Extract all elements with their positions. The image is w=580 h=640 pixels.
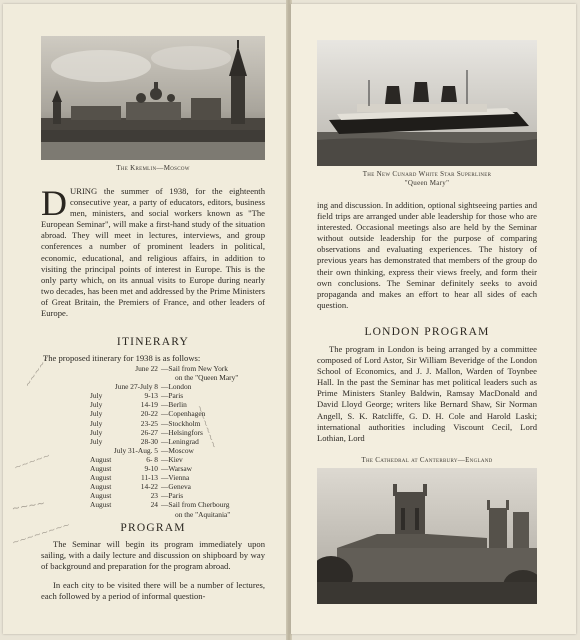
itinerary-row (90, 428, 280, 437)
itinerary-days: 24 (150, 500, 158, 510)
itinerary-destination: —Kiev (161, 454, 183, 464)
itinerary-days: 20-22 (140, 409, 158, 419)
itinerary-row (90, 400, 280, 409)
itinerary-destination: —Paris (161, 491, 184, 501)
itinerary-row (90, 482, 280, 491)
program-paragraph-2: In each city to be visited there will be a number of lectures, each followed by a period of informal question- (41, 580, 265, 602)
itinerary-row (90, 382, 280, 391)
itinerary-month: August (90, 454, 112, 464)
program-paragraph-1: The Seminar will begin its program immediately upon sailing, with a daily lecture and discussion on shipboard by way of background and preparation for the program abroad. (41, 539, 265, 572)
itinerary-destination: —Leningrad (161, 436, 199, 446)
itinerary-days: 9-13 (144, 391, 158, 401)
itinerary-days (122, 510, 161, 519)
itinerary-row (90, 446, 280, 455)
itinerary-destination: on the "Queen Mary" (175, 373, 239, 383)
itinerary-month: August (90, 491, 112, 501)
pencil-annotation: ~~~~ (11, 498, 46, 515)
itinerary-month: August (90, 473, 112, 483)
queen-mary-photo (317, 40, 537, 166)
itinerary-destination: —Paris (161, 391, 184, 401)
itinerary-destination: on the "Aquitania" (175, 509, 231, 519)
itinerary-days (122, 373, 161, 382)
pencil-annotation: ~~~~~~ (193, 404, 219, 450)
queen-mary-caption-2: "Queen Mary" (404, 179, 450, 187)
itinerary-heading: ITINERARY (116, 336, 190, 348)
itinerary-month (90, 510, 122, 519)
dropcap: D (41, 183, 67, 223)
itinerary-days: 9-10 (144, 464, 158, 474)
itinerary-row (90, 491, 280, 500)
itinerary-days: 14-22 (140, 482, 158, 492)
itinerary-row (90, 437, 280, 446)
itinerary-month: August (90, 482, 112, 492)
itinerary-destination: —Berlin (161, 400, 187, 410)
itinerary-row (90, 464, 280, 473)
pencil-annotation: ~~~~~ (23, 353, 53, 390)
itinerary-row (90, 391, 280, 400)
itinerary-destination: —Sail from Cherbourg (161, 500, 230, 510)
itinerary-row (90, 473, 280, 482)
itinerary-destination: —Geneva (161, 482, 191, 492)
itinerary-days: 26-27 (140, 427, 158, 437)
itinerary-days: 11-13 (141, 473, 158, 483)
itinerary-row (90, 419, 280, 428)
itinerary-destination: —Warsaw (161, 464, 193, 474)
itinerary-days: 6- 8 (146, 454, 158, 464)
intro-paragraph (41, 183, 265, 319)
canterbury-cathedral-photo (317, 468, 537, 604)
itinerary-month: July (90, 391, 103, 401)
itinerary-month: July (90, 409, 103, 419)
pencil-annotation: ~~~~~ (13, 451, 52, 474)
itinerary-destination: —Moscow (161, 445, 194, 455)
itinerary-destination: —Vienna (161, 473, 190, 483)
itinerary-row (90, 364, 280, 373)
kremlin-photo (41, 36, 265, 160)
continued-paragraph: ing and discussion. In addition, optional sightseeing parties and field trips are arranged under able leadership for those who are interested. Occasional meetings also are held by the Seminar without outside leadership for the purpose of comparing observations and evaluating experiences. The history of previous years has demonstrated that members of the group do their own thinking, express their views freely, and form their own conclusions. The Seminar definitely seeks to avoid propaganda and makes an effort to hear all sides of each question. (317, 200, 537, 310)
itinerary-list (90, 364, 280, 519)
itinerary-days: June 27-July 8 (114, 382, 158, 392)
pencil-annotation: ~~~~~~~~ (11, 520, 72, 549)
itinerary-month: August (90, 500, 112, 510)
london-program-paragraph: The program in London is being arranged by a committee composed of Lord Astor, Sir William Beveridge of the London School of Economics, and J. J. Mallon, Warden of Toynbee Hall. In the past the Seminar has met political leaders such as Prime Ministers Stanley Baldwin, Ramsay MacDonald and David Lloyd George; writers like Bernard Shaw, Sir Norman Angell, S. K. Ratcliffe, G. D. H. Cole and Harold Laski; international authorities including Viscount Cecil, Lord Lothian, Lord (317, 344, 537, 443)
right-page (291, 4, 576, 634)
itinerary-days: 14-19 (140, 400, 158, 410)
itinerary-month: July (90, 427, 103, 437)
itinerary-row (90, 455, 280, 464)
itinerary-days: 28-30 (140, 436, 158, 446)
intro-text: URING the summer of 1938, for the eighteenth consecutive year, a party of educators, editors, business men, ministers, and social workers known as "The European Seminar", will make a first-hand study of the situation abroad. They will meet in lectures, interviews, and group conferences a number of prominent leaders in political, economic, educational, and religious affairs, in addition to visiting the principal points of interest in Europe. This is the only party which, on its annual visits to Europe during nearly two decades, has been met and addressed by the Prime Ministers of Great Britain, the Premiers of France, and other leaders of Europe. (41, 186, 265, 319)
london-program-heading: LONDON PROGRAM (364, 326, 490, 338)
itinerary-month: July (90, 418, 103, 428)
itinerary-month (90, 373, 122, 382)
itinerary-month: August (90, 464, 112, 474)
itinerary-destination: —Sail from New York (161, 364, 228, 373)
itinerary-days: 23 (150, 491, 158, 501)
queen-mary-caption-1: The New Cunard White Star Superliner (362, 170, 492, 178)
itinerary-days: June 22 (135, 364, 158, 373)
itinerary-destination: —Stockholm (161, 418, 201, 428)
itinerary-month: July (90, 436, 103, 446)
itinerary-month: July (90, 400, 103, 410)
cathedral-caption: The Cathedral at Canterbury—England (361, 456, 493, 464)
itinerary-intro: The proposed itinerary for 1938 is as follows: (43, 353, 201, 363)
itinerary-row (90, 510, 280, 519)
itinerary-row (90, 500, 280, 509)
left-page (3, 4, 287, 634)
itinerary-row (90, 373, 280, 382)
itinerary-days: 23-25 (140, 418, 158, 428)
kremlin-caption: The Kremlin—Moscow (116, 164, 190, 172)
itinerary-destination: —Helsingfors (161, 427, 203, 437)
program-heading: PROGRAM (120, 522, 186, 534)
itinerary-destination: —London (161, 382, 192, 392)
itinerary-days: July 31-Aug. 5 (113, 445, 158, 455)
itinerary-row (90, 409, 280, 418)
itinerary-destination: —Copenhagen (161, 409, 206, 419)
